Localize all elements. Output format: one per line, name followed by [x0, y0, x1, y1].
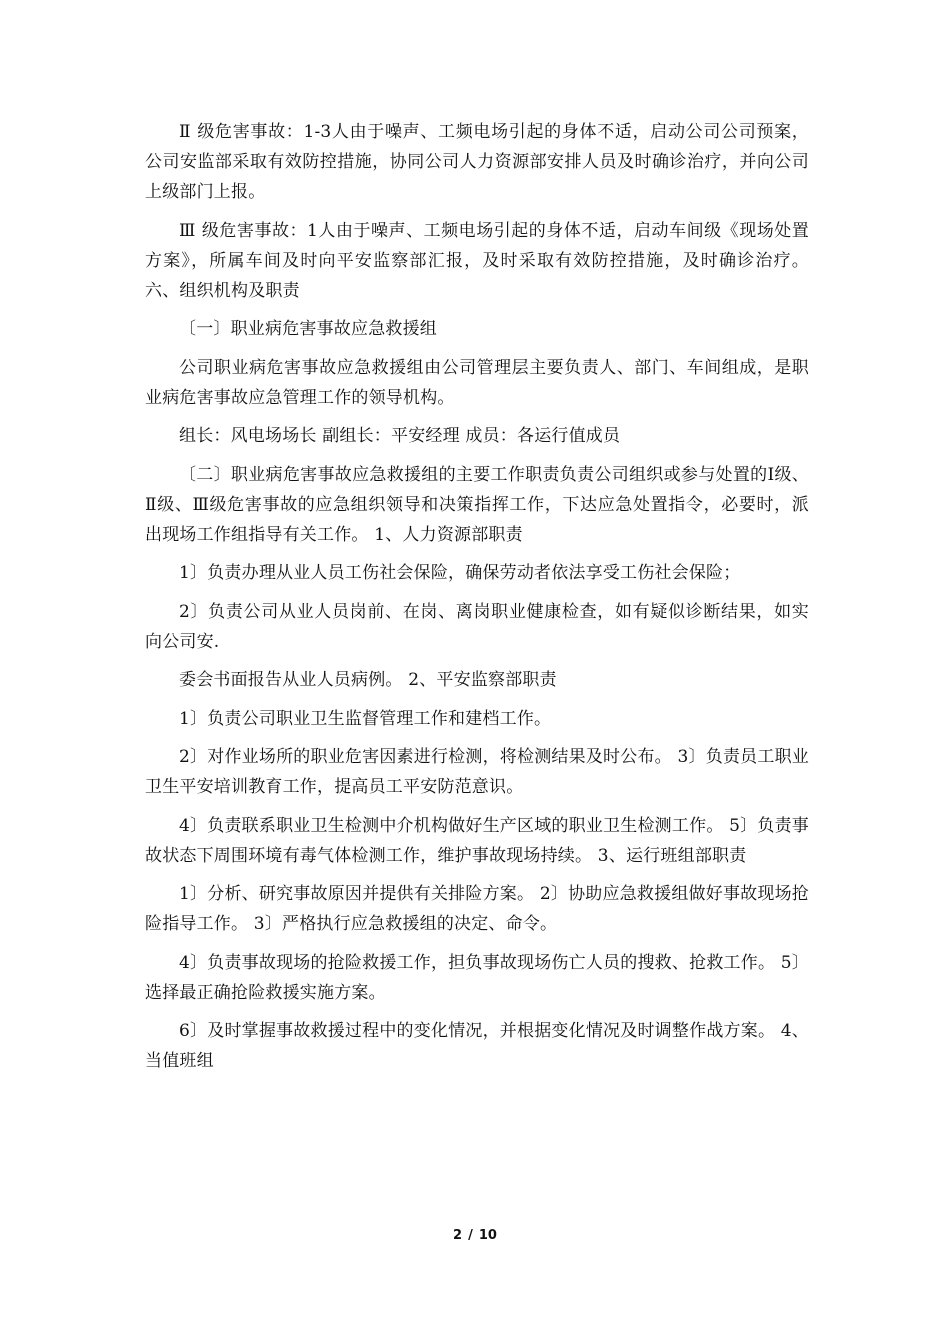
paragraph: 委会书面报告从业人员病例。 2、平安监察部职责	[179, 670, 557, 690]
page-separator: /	[468, 1228, 473, 1243]
paragraph: 2〕负责公司从业人员岗前、在岗、离岗职业健康检查，如有疑似诊断结果，如实向公司安.	[145, 601, 809, 652]
paragraph: 1〕负责公司职业卫生监督管理工作和建档工作。	[179, 708, 552, 729]
paragraph: Ⅲ 级危害事故：1人由于噪声、工频电场引起的身体不适，启动车间级《现场处置方案》，所属车间及时向平安监察部汇报，及时采取有效防控措施，及时确诊治疗。 六、组织机构及职责	[145, 220, 809, 301]
paragraph: 2〕对作业场所的职业危害因素进行检测，将检测结果及时公布。 3〕负责员工职业卫生平安培训教育工作，提高员工平安防范意识。	[145, 747, 809, 797]
paragraph: 6〕及时掌握事故救援过程中的变化情况，并根据变化情况及时调整作战方案。 4、当值班组	[145, 1021, 809, 1071]
total-page-count: 10	[478, 1228, 497, 1243]
paragraph: 1〕负责办理从业人员工伤社会保险，确保劳动者依法享受工伤社会保险；	[179, 563, 741, 583]
current-page-number: 2	[453, 1228, 463, 1243]
paragraph: 4〕负责联系职业卫生检测中介机构做好生产区域的职业卫生检测工作。 5〕负责事故状态下周围环境有毒气体检测工作，维护事故现场持续。 3、运行班组部职责	[145, 815, 809, 866]
paragraph: 〔二〕职业病危害事故应急救援组的主要工作职责负责公司组织或参与处置的Ⅰ级、Ⅱ级、Ⅲ级危害事故的应急组织领导和决策指挥工作，下达应急处置指令，必要时，派出现场工作组指导有关工作。 1、人力资源部职责	[145, 464, 809, 545]
document-body	[145, 117, 809, 1085]
paragraph: 公司职业病危害事故应急救援组由公司管理层主要负责人、部门、车间组成，是职业病危害事故应急管理工作的领导机构。	[145, 357, 809, 408]
paragraph: 1〕分析、研究事故原因并提供有关排险方案。 2〕协助应急救援组做好事故现场抢险指导工作。 3〕严格执行应急救援组的决定、命令。	[145, 884, 809, 934]
page-number-footer	[0, 1228, 950, 1243]
paragraph: 4〕负责事故现场的抢险救援工作，担负事故现场伤亡人员的搜救、抢救工作。 5〕选择最正确抢险救援实施方案。	[145, 952, 809, 1003]
paragraph: 〔一〕职业病危害事故应急救援组	[179, 319, 437, 339]
paragraph: 组长：风电场场长 副组长：平安经理 成员：各运行值成员	[179, 426, 621, 446]
paragraph: Ⅱ 级危害事故：1-3人由于噪声、工频电场引起的身体不适，启动公司公司预案，公司安监部采取有效防控措施，协同公司人力资源部安排人员及时确诊治疗，并向公司上级部门上报。	[145, 122, 809, 202]
